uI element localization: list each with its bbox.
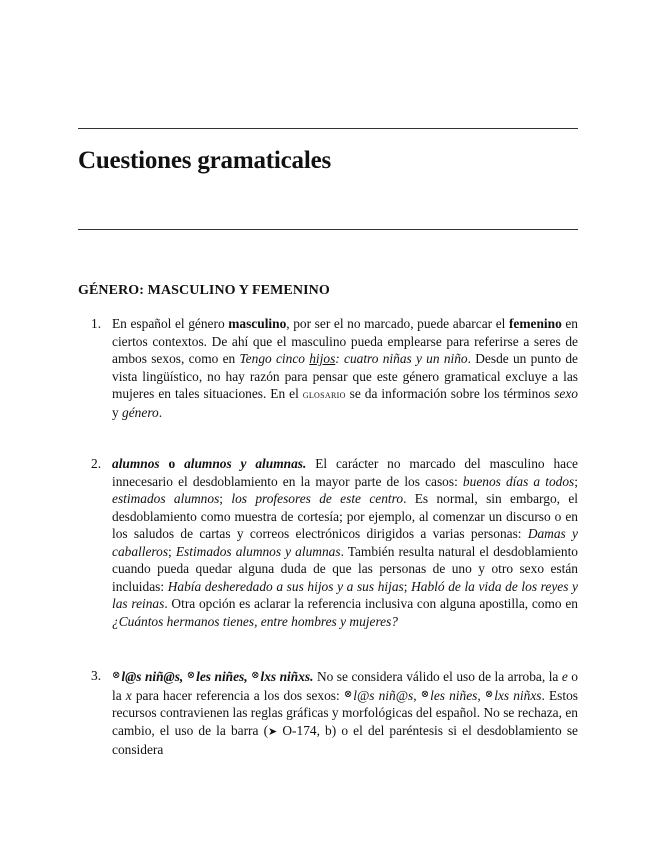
list-item-1	[91, 315, 578, 421]
item-number: 2.	[91, 456, 102, 471]
incorrect-mark-icon: ⊗	[251, 670, 260, 681]
item-text: En español el género masculino, por ser el no marcado, puede abarcar el femenino en ciertos contextos. De ahí que el masculino pueda emplearse para referirse a seres de ambos sexos, como en Tengo cinco hijos: cuatro niñas y un niño. Desde un punto de vista lingüístico, no hay razón para pensar que este género gramatical excluye a las mujeres en tales situaciones. En el glosario se da información sobre los términos sexo y género.	[112, 316, 578, 420]
top-rule	[78, 128, 578, 129]
page-title: Cuestiones gramaticales	[78, 147, 331, 174]
item-text: ⊗l@s niñ@s, ⊗les niñes, ⊗lxs niñxs. No se considera válido el uso de la arroba, la e o la x para hacer referencia a los dos sexos: ⊗l@s niñ@s, ⊗les niñes, ⊗lxs niñxs. Estos recursos contravienen las reglas gráficas y morfológicas del español. No se rechaza, en cambio, el uso de la barra (➤ O-174, b) o el del paréntesis si el desdoblamiento se considera	[112, 669, 578, 757]
section-heading: GÉNERO: MASCULINO Y FEMENINO	[78, 283, 330, 298]
incorrect-mark-icon: ⊗	[112, 670, 121, 681]
incorrect-mark-icon: ⊗	[484, 688, 494, 700]
item-text: alumnos o alumnos y alumnas. El carácter no marcado del masculino hace innecesario el desdoblamiento en la mayor parte de los casos: buenos días a todos; estimados alumnos; los profesores de este centro. Es normal, sin embargo, el desdoblamiento como muestra de cortesía; por ejemplo, al comenzar un discurso o en los saludos de cartas y correos electrónicos dirigidos a varias personas: Damas y caballeros; Estimados alumnos y alumnas. También resulta natural el desdoblamiento cuando pueda quedar alguna duda de que las personas de uno y otro sexo están incluidas: Había desheredado a sus hijos y a sus hijas; Habló de la vida de los reyes y las reinas. Otra opción es aclarar la referencia inclusiva con alguna apostilla, como en ¿Cuántos hermanos tienes, entre hombres y mujeres?	[112, 456, 579, 629]
item-number: 3.	[91, 668, 102, 683]
incorrect-mark-icon: ⊗	[420, 688, 430, 700]
item-number: 1.	[91, 316, 102, 331]
incorrect-mark-icon: ⊗	[343, 688, 353, 700]
incorrect-mark-icon: ⊗	[186, 670, 196, 681]
list-item-2	[91, 455, 578, 630]
arrow-icon: ➤	[268, 725, 278, 738]
bottom-rule	[78, 229, 578, 230]
list-item-3	[91, 667, 578, 759]
